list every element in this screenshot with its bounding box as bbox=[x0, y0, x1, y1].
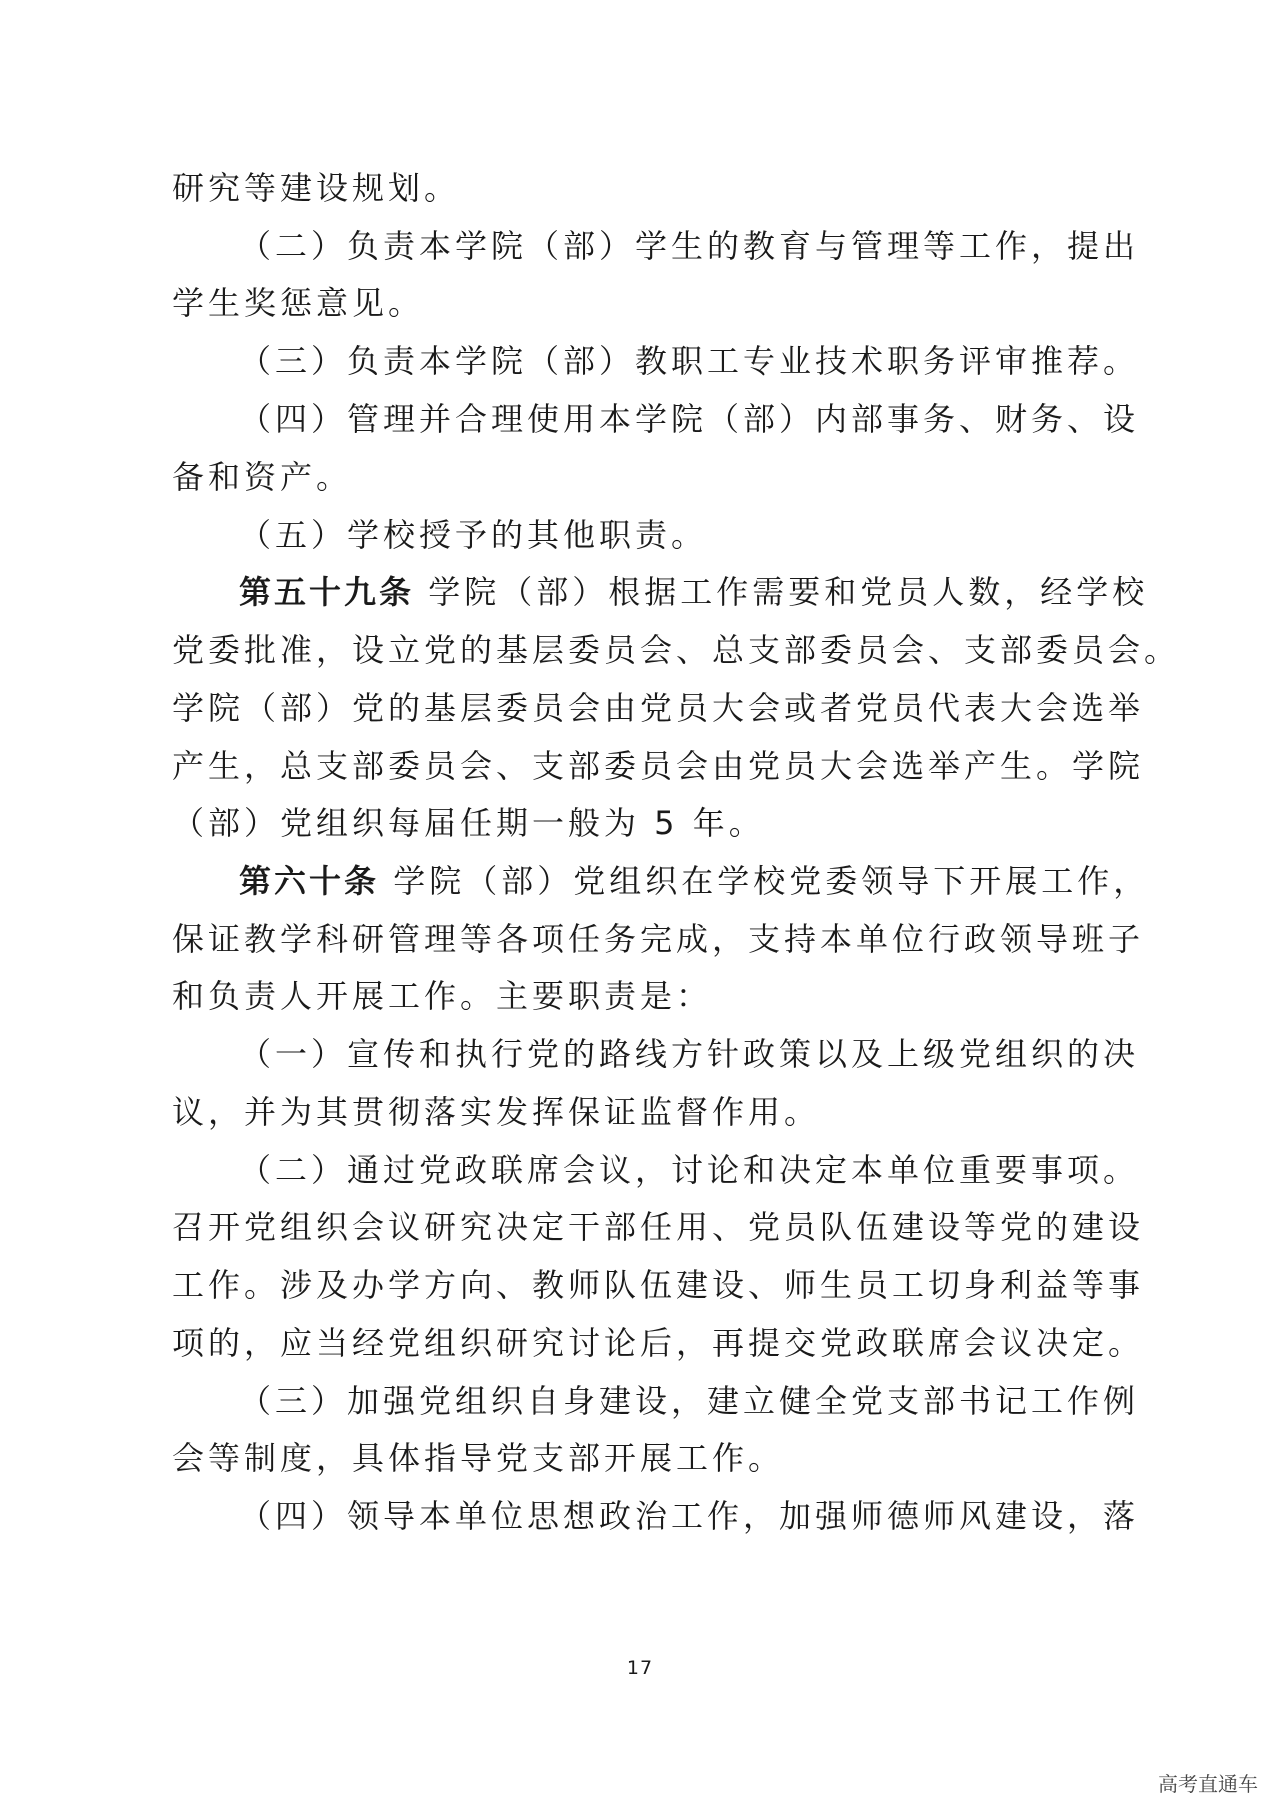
list-item: （三）负责本学院（部）教职工专业技术职务评审推荐。 bbox=[239, 342, 1140, 380]
text-line: 备和资产。 bbox=[172, 458, 353, 496]
list-item: （三）加强党组织自身建设，建立健全党支部书记工作例 bbox=[239, 1382, 1140, 1420]
list-item: （二）通过党政联席会议，讨论和决定本单位重要事项。 bbox=[239, 1151, 1140, 1189]
list-item: （二）负责本学院（部）学生的教育与管理等工作，提出 bbox=[239, 227, 1140, 265]
list-item: （五）学校授予的其他职责。 bbox=[239, 516, 708, 554]
text-line: 学院（部）根据工作需要和党员人数，经学校 bbox=[428, 573, 1149, 611]
text-line: 党委批准，设立党的基层委员会、总支部委员会、支部委员会。 bbox=[172, 631, 1181, 669]
text-line: 项的，应当经党组织研究讨论后，再提交党政联席会议决定。 bbox=[172, 1324, 1145, 1362]
text-line: 研究等建设规划。 bbox=[172, 169, 461, 207]
text-line: 议，并为其贯彻落实发挥保证监督作用。 bbox=[172, 1093, 821, 1131]
text-line: 工作。涉及办学方向、教师队伍建设、师生员工切身利益等事 bbox=[172, 1266, 1145, 1304]
article-60-label: 第六十条 bbox=[239, 862, 380, 900]
text-line: 召开党组织会议研究决定干部任用、党员队伍建设等党的建设 bbox=[172, 1208, 1145, 1246]
list-item: （四）管理并合理使用本学院（部）内部事务、财务、设 bbox=[239, 400, 1140, 438]
text-line: 学生奖惩意见。 bbox=[172, 284, 425, 322]
text-line: 会等制度，具体指导党支部开展工作。 bbox=[172, 1439, 785, 1477]
text-line: （部）党组织每届任期一般为 5 年。 bbox=[172, 804, 765, 842]
article-59-label: 第五十九条 bbox=[239, 573, 415, 611]
text-line: 学院（部）党组织在学校党委领导下开展工作， bbox=[393, 862, 1150, 900]
list-item: （四）领导本单位思想政治工作，加强师德师风建设，落 bbox=[239, 1497, 1140, 1535]
article-59-paragraph bbox=[239, 572, 1280, 612]
text-line: 学院（部）党的基层委员会由党员大会或者党员代表大会选举 bbox=[172, 689, 1145, 727]
watermark: 高考直通车 bbox=[1158, 1772, 1258, 1796]
page-number: 17 bbox=[626, 1657, 654, 1679]
text-line: 产生，总支部委员会、支部委员会由党员大会选举产生。学院 bbox=[172, 747, 1145, 785]
text-line: 和负责人开展工作。主要职责是： bbox=[172, 977, 713, 1015]
list-item: （一）宣传和执行党的路线方针政策以及上级党组织的决 bbox=[239, 1035, 1140, 1073]
text-line: 保证教学科研管理等各项任务完成，支持本单位行政领导班子 bbox=[172, 920, 1145, 958]
article-60-paragraph bbox=[239, 861, 1280, 901]
